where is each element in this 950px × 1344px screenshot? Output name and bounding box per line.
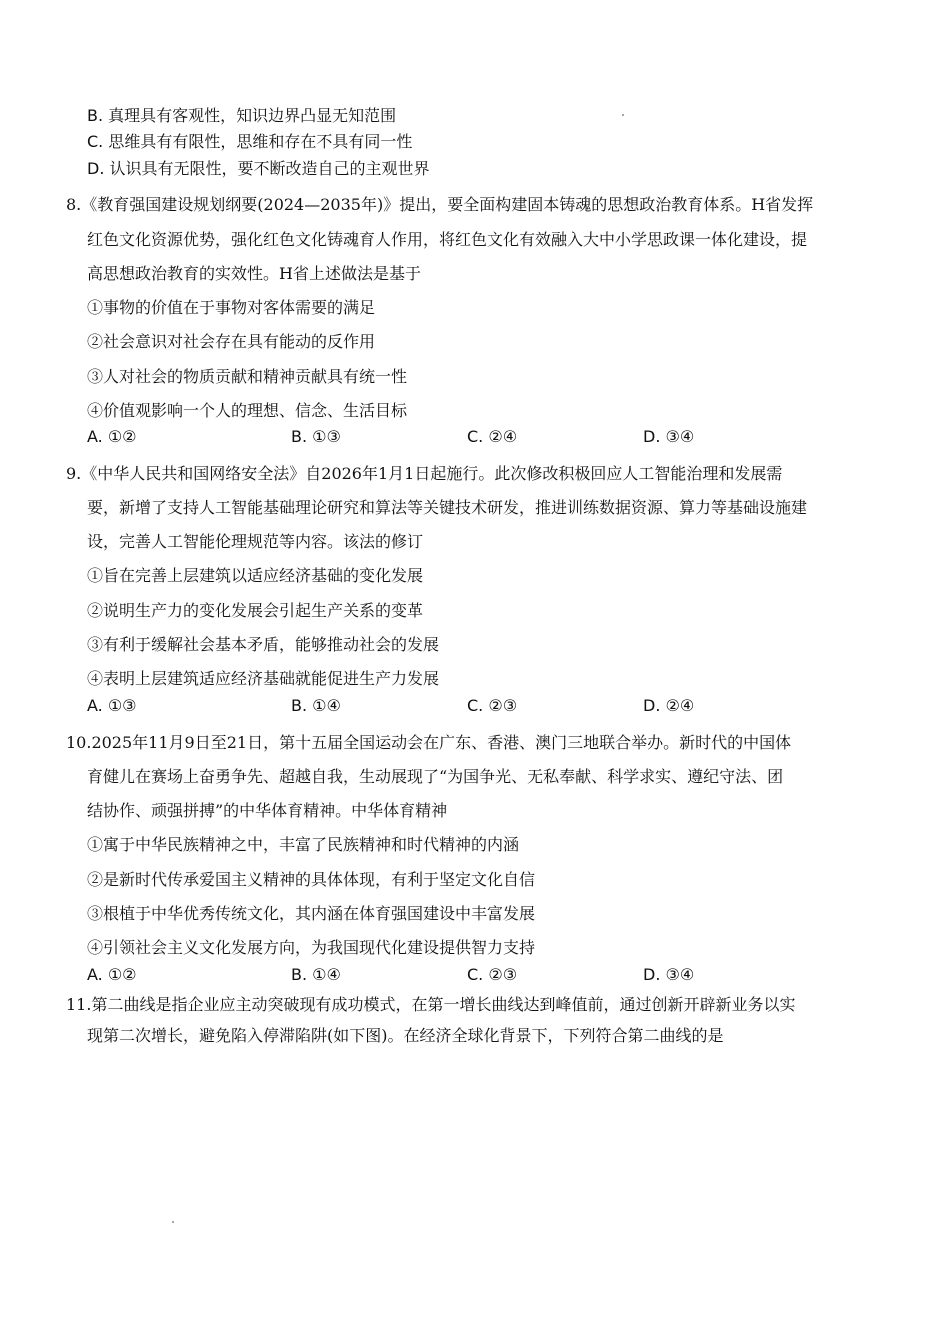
- q9-choice-b: B. ①④: [291, 696, 341, 715]
- q9-item-2: ②说明生产力的变化发展会引起生产关系的变革: [87, 601, 424, 620]
- q10-choice-d: D. ③④: [643, 965, 695, 984]
- q10-item-1: ①寓于中华民族精神之中，丰富了民族精神和时代精神的内涵: [87, 835, 520, 854]
- q7-option-b: B. 真理具有客观性，知识边界凸显无知范围: [87, 106, 397, 125]
- stray-dot-top: [622, 114, 624, 116]
- q8-choices: [87, 426, 807, 448]
- q9-stem-line-2: 要，新增了支持人工智能基础理论研究和算法等关键技术研发，推进训练数据资源、算力等基础设施建: [87, 498, 808, 517]
- q8-choice-a: A. ①②: [87, 427, 137, 446]
- q9-choices: [87, 695, 807, 717]
- q8-item-1: ①事物的价值在于事物对客体需要的满足: [87, 298, 376, 317]
- q10-stem-line-1: 10.2025年11月9日至21日，第十五届全国运动会在广东、香港、澳门三地联合举办。新时代的中国体: [66, 733, 792, 752]
- q10-stem-line-2: 育健儿在赛场上奋勇争先、超越自我，生动展现了“为国争光、无私奉献、科学求实、遵纪守法、团: [87, 767, 784, 786]
- q8-choice-c: C. ②④: [467, 427, 518, 446]
- q9-choice-c: C. ②③: [467, 696, 518, 715]
- q8-stem-line-3: 高思想政治教育的实效性。H省上述做法是基于: [87, 264, 421, 283]
- q9-item-3: ③有利于缓解社会基本矛盾，能够推动社会的发展: [87, 635, 440, 654]
- q9-choice-a: A. ①③: [87, 696, 137, 715]
- q10-choice-b: B. ①④: [291, 965, 341, 984]
- q10-choice-c: C. ②③: [467, 965, 518, 984]
- q8-choice-b: B. ①③: [291, 427, 341, 446]
- q8-choice-d: D. ③④: [643, 427, 695, 446]
- q8-stem-line-1: 8.《教育强国建设规划纲要(2024—2035年)》提出，要全面构建固本铸魂的思想政治教育体系。H省发挥: [66, 195, 814, 214]
- q11-stem-line-1: 11.第二曲线是指企业应主动突破现有成功模式，在第一增长曲线达到峰值前，通过创新开辟新业务以实: [66, 995, 796, 1014]
- q7-option-c: C. 思维具有有限性，思维和存在不具有同一性: [87, 132, 413, 151]
- q11-stem-line-2: 现第二次增长，避免陷入停滞陷阱(如下图)。在经济全球化背景下，下列符合第二曲线的是: [87, 1026, 724, 1045]
- q9-item-4: ④表明上层建筑适应经济基础就能促进生产力发展: [87, 669, 440, 688]
- q10-stem-line-3: 结协作、顽强拼搏”的中华体育精神。中华体育精神: [87, 801, 448, 820]
- q10-choice-a: A. ①②: [87, 965, 137, 984]
- q8-item-2: ②社会意识对社会存在具有能动的反作用: [87, 332, 376, 351]
- q10-item-4: ④引领社会主义文化发展方向，为我国现代化建设提供智力支持: [87, 938, 536, 957]
- stray-dot-bottom: [172, 1221, 174, 1223]
- q10-item-2: ②是新时代传承爱国主义精神的具体体现，有利于坚定文化自信: [87, 870, 536, 889]
- q10-item-3: ③根植于中华优秀传统文化，其内涵在体育强国建设中丰富发展: [87, 904, 536, 923]
- q9-choice-d: D. ②④: [643, 696, 695, 715]
- q9-stem-line-1: 9.《中华人民共和国网络安全法》自2026年1月1日起施行。此次修改积极回应人工智能治理和发展需: [66, 464, 783, 483]
- q10-choices: [87, 964, 807, 986]
- q8-item-3: ③人对社会的物质贡献和精神贡献具有统一性: [87, 367, 408, 386]
- q9-stem-line-3: 设，完善人工智能伦理规范等内容。该法的修订: [87, 532, 424, 551]
- q8-item-4: ④价值观影响一个人的理想、信念、生活目标: [87, 401, 408, 420]
- q9-item-1: ①旨在完善上层建筑以适应经济基础的变化发展: [87, 566, 424, 585]
- q7-option-d: D. 认识具有无限性，要不断改造自己的主观世界: [87, 159, 430, 178]
- q8-stem-line-2: 红色文化资源优势，强化红色文化铸魂育人作用，将红色文化有效融入大中小学思政课一体化建设，提: [87, 230, 808, 249]
